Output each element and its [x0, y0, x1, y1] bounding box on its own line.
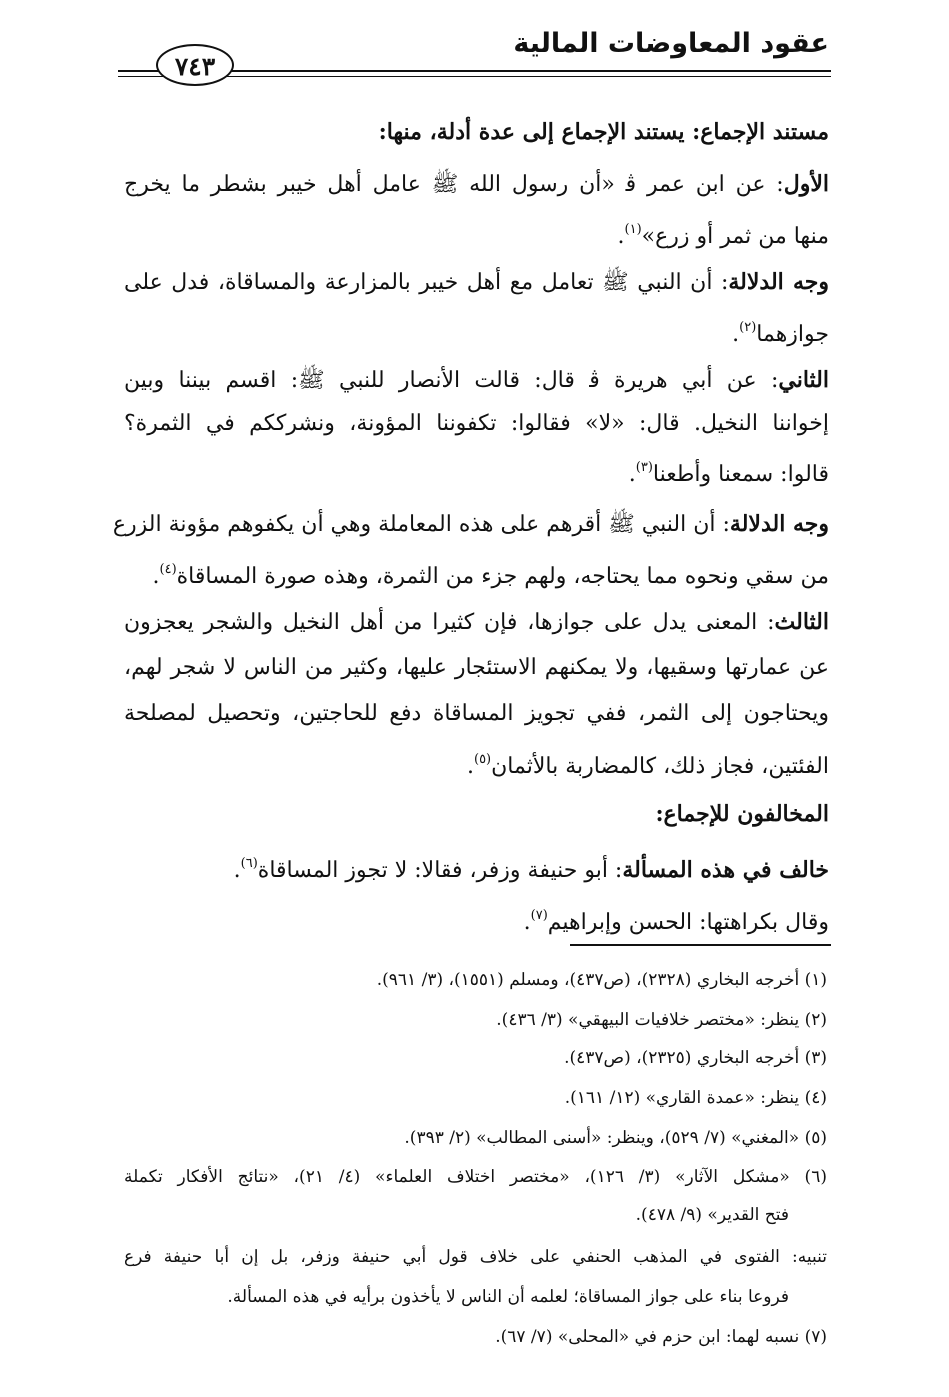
footnote-ref: (٦) [240, 856, 258, 871]
body-line: وجه الدلالة: أن النبي ﷺ أقرهم على هذه المعاملة وهي أن يكفوهم مؤونة الزرع [112, 511, 829, 537]
body-line: الأول: عن ابن عمر ﭬ «أن رسول الله ﷺ عامل أهل خيبر بشطر ما يخرج [124, 171, 829, 197]
footnote-ref: (١) [624, 222, 642, 237]
body-line: وقال بكراهتها: الحسن وإبراهيم$^{(٧)}$. [523, 908, 829, 935]
body-line: منها من ثمر أو زرع»$^{(١)}$. [617, 222, 829, 249]
section-heading: مستند الإجماع [700, 119, 829, 145]
body-line: عن عمارتها وسقيها، ولا يمكنهم الاستئجار عليها، وكثير من الناس لا شجر لهم، [124, 655, 829, 680]
footnote-note: فروعا بناء على جواز المساقاة؛ لعلمه أن الناس لا يأخذون برأيه في هذه المسألة. [227, 1287, 789, 1307]
body-line: إخواننا النخيل. قال: «لا» فقالوا: تكفوننا المؤونة، ونشرككم في الثمرة؟ [124, 411, 829, 436]
footnote-line: (٦) «مشكل الآثار» (٣/ ١٢٦)، «مختصر اختلاف العلماء» (٤/ ٢١)، «نتائج الأفكار تكملة [124, 1167, 827, 1187]
footnote-line: (٣) أخرجه البخاري (٢٣٢٥)، (ص٤٣٧). [564, 1048, 827, 1068]
running-header-title: عقود المعاوضات المالية [513, 28, 829, 59]
evidence-label: الثاني [778, 367, 829, 393]
evidence-label: وجه الدلالة [729, 511, 829, 537]
footnote-ref: (٧) [530, 908, 548, 923]
body-line: قالوا: سمعنا وأطعنا$^{(٣)}$. [628, 460, 829, 487]
footnote-line: فتح القدير» (٩/ ٤٧٨). [635, 1205, 789, 1225]
body-line: من سقي ونحوه مما يحتاجه، ولهم جزء من الثمرة، وهذه صورة المساقاة$^{(٤)}$. [152, 562, 829, 589]
body-line: وجه الدلالة: أن النبي ﷺ تعامل مع أهل خيبر بالمزارعة والمساقاة، فدل على [124, 269, 829, 295]
footnote-note: تنبيه: الفتوى في المذهب الحنفي على خلاف قول أبي حنيفة وزفر، بل إن أبا حنيفة فرع [124, 1247, 827, 1267]
body-line: الثالث: المعنى يدل على جوازها، فإن كثيرا من أهل النخيل والشجر يعجزون [124, 609, 829, 635]
evidence-label: خالف في هذه المسألة [622, 857, 829, 883]
page-number: ٧٤٣ [156, 44, 234, 86]
body-line: مستند الإجماع: يستند الإجماع إلى عدة أدلة، منها: [378, 119, 829, 145]
evidence-label: وجه الدلالة [728, 269, 829, 295]
evidence-label: الثالث [774, 609, 829, 635]
footnote-line: (٧) نسبه لهما: ابن حزم في «المحلى» (٧/ ٦٧). [495, 1327, 827, 1347]
section-heading: المخالفون للإجماع: [655, 801, 829, 827]
footnote-separator [570, 944, 831, 946]
body-line: خالف في هذه المسألة: أبو حنيفة وزفر، فقالا: لا تجوز المساقاة$^{(٦)}$. [233, 856, 829, 883]
body-line: الثاني: عن أبي هريرة ﭬ قال: قالت الأنصار للنبي ﷺ: اقسم بيننا وبين [124, 367, 829, 393]
body-line [655, 794, 829, 835]
body-line: جوازهما$^{(٢)}$. [732, 320, 829, 347]
footnote-ref: (٤) [159, 562, 177, 577]
footnote-line: (٢) ينظر: «مختصر خلافيات البيهقي» (٣/ ٤٣٦). [496, 1010, 827, 1030]
footnote-ref: (٣) [635, 460, 653, 475]
body-line: ويحتاجون إلى الثمر، ففي تجويز المساقاة دفع للحاجتين، وتحصيل لمصلحة [124, 701, 829, 726]
body-line: الفئتين، فجاز ذلك، كالمضاربة بالأثمان$^{(٥)}$. [466, 752, 829, 779]
footnote-line: (٥) «المغني» (٧/ ٥٢٩)، وينظر: «أسنى المطالب» (٢/ ٣٩٣). [404, 1128, 827, 1148]
footnote-line: (٤) ينظر: «عمدة القاري» (١٢/ ١٦١). [564, 1088, 827, 1108]
footnote-ref: (٥) [473, 752, 492, 767]
footnote-ref: (٢) [739, 320, 757, 335]
evidence-label: الأول [783, 171, 829, 197]
footnote-line: (١) أخرجه البخاري (٢٣٢٨)، (ص٤٣٧)، ومسلم (١٥٥١)، (٣/ ٩٦١). [376, 970, 827, 990]
